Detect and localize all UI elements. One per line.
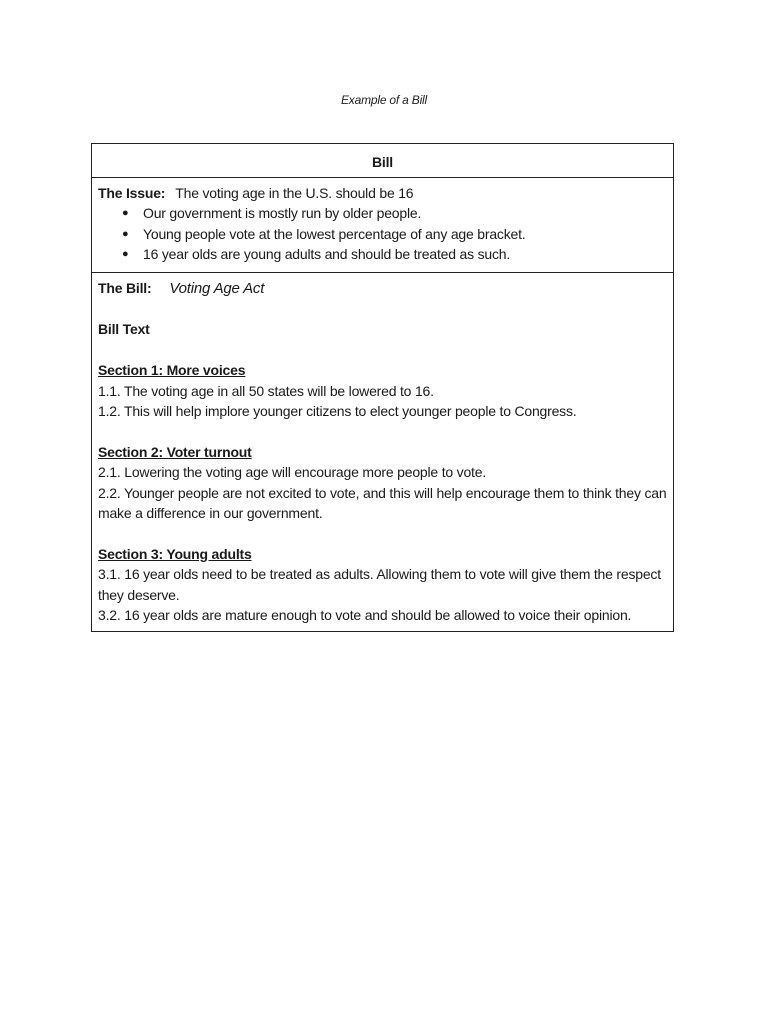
section-title: Section 3: Young adults [98, 545, 252, 562]
bill-section-2 [98, 442, 667, 524]
issue-statement: The voting age in the U.S. should be 16 [175, 185, 414, 201]
list-item [98, 224, 667, 244]
bill-section-3 [98, 544, 667, 626]
bill-table [91, 143, 674, 632]
section-clause: 2.1. Lowering the voting age will encourage more people to vote. [98, 464, 487, 481]
section-clause: 3.1. 16 year olds need to be treated as adults. Allowing them to vote will give them the respect they deserve. [98, 566, 661, 603]
bill-text-heading: Bill Text [98, 321, 150, 338]
issue-label: The Issue: [98, 185, 166, 201]
issue-bullet-list [98, 203, 667, 264]
bill-row [92, 273, 673, 632]
section-clause: 1.2. This will help implore younger citizens to elect younger people to Congress. [98, 403, 577, 420]
bullet-icon: ● [122, 207, 129, 220]
bullet-text: Our government is mostly run by older people. [143, 205, 422, 222]
section-title: Section 2: Voter turnout [98, 443, 252, 460]
list-item [98, 244, 667, 264]
issue-line [98, 183, 667, 203]
section-title: Section 1: More voices [98, 362, 246, 379]
bill-section-1 [98, 360, 667, 421]
list-item [98, 203, 667, 223]
bill-name: Voting Age Act [169, 279, 265, 297]
table-header: Bill [92, 144, 673, 178]
issue-row [92, 178, 673, 273]
section-clause: 1.1. The voting age in all 50 states will be lowered to 16. [98, 382, 434, 399]
bullet-icon: ● [122, 248, 129, 261]
bullet-icon: ● [122, 227, 129, 240]
bill-name-line [98, 278, 667, 299]
document-title: Example of a Bill [341, 93, 427, 107]
bill-label: The Bill: [98, 279, 152, 296]
bullet-text: 16 year olds are young adults and should be treated as such. [143, 246, 511, 263]
bullet-text: Young people vote at the lowest percentage of any age bracket. [143, 225, 526, 242]
section-clause: 3.2. 16 year olds are mature enough to vote and should be allowed to voice their opinion. [98, 607, 632, 624]
section-clause: 2.2. Younger people are not excited to vote, and this will help encourage them to think they can make a difference in our government. [98, 484, 667, 522]
